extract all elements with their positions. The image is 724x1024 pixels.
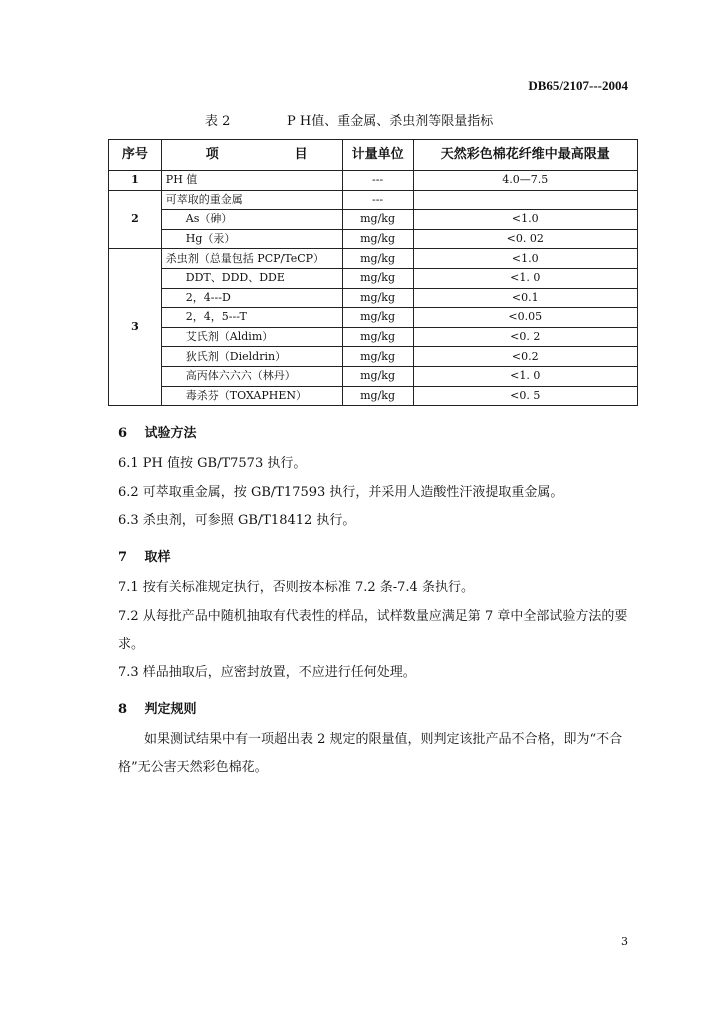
header-limit: 天然彩色棉花纤维中最高限量 bbox=[413, 140, 637, 171]
row-item: As（砷） bbox=[161, 210, 342, 230]
clause-7-3: 7.3 样品抽取后，应密封放置，不应进行任何处理。 bbox=[118, 665, 416, 680]
section-heading-8 bbox=[118, 698, 197, 717]
section-number: 8 bbox=[118, 702, 128, 717]
row-item: Hg（汞） bbox=[161, 229, 342, 249]
row-limit: <0. 5 bbox=[413, 386, 637, 406]
section-title: 判定规则 bbox=[144, 702, 197, 717]
row-seq: 2 bbox=[109, 190, 162, 249]
row-unit: --- bbox=[342, 171, 413, 191]
row-item: 艾氏剂（Aldim） bbox=[161, 327, 342, 347]
section-title: 取样 bbox=[144, 550, 171, 565]
page-number: 3 bbox=[621, 935, 628, 948]
row-seq: 1 bbox=[109, 171, 162, 191]
table-caption-title: P H值、重金属、杀虫剂等限量指标 bbox=[287, 114, 494, 129]
row-limit: 4.0—7.5 bbox=[413, 171, 637, 191]
table-row bbox=[109, 347, 638, 367]
header-item bbox=[161, 140, 342, 171]
row-unit: mg/kg bbox=[342, 386, 413, 406]
row-item: 毒杀芬（TOXAPHEN） bbox=[161, 386, 342, 406]
section-title: 试验方法 bbox=[144, 426, 197, 441]
row-limit: <1.0 bbox=[413, 210, 637, 230]
clause-6-1: 6.1 PH 值按 GB/T7573 执行。 bbox=[118, 456, 307, 471]
row-unit: mg/kg bbox=[342, 308, 413, 328]
row-limit bbox=[413, 190, 637, 210]
row-limit: <0.1 bbox=[413, 288, 637, 308]
table-row bbox=[109, 308, 638, 328]
row-item: DDT、DDD、DDE bbox=[161, 268, 342, 288]
table-row bbox=[109, 366, 638, 386]
table-row bbox=[109, 268, 638, 288]
table-row bbox=[109, 386, 638, 406]
row-limit: <0.05 bbox=[413, 308, 637, 328]
row-unit: mg/kg bbox=[342, 366, 413, 386]
table-caption-number: 表 2 bbox=[205, 114, 231, 129]
row-item: PH 值 bbox=[161, 171, 342, 191]
rule-paragraph: 如果测试结果中有一项超出表 2 规定的限量值，则判定该批产品不合格，即为“不合格”无公害天然彩色棉花。 bbox=[118, 732, 623, 775]
header-unit: 计量单位 bbox=[342, 140, 413, 171]
clause-7-1: 7.1 按有关标准规定执行，否则按本标准 7.2 条-7.4 条执行。 bbox=[118, 580, 474, 595]
row-limit: <1. 0 bbox=[413, 366, 637, 386]
row-unit: mg/kg bbox=[342, 249, 413, 269]
table-row bbox=[109, 171, 638, 191]
section-heading-6 bbox=[118, 422, 197, 441]
table-row bbox=[109, 229, 638, 249]
table-row bbox=[109, 190, 638, 210]
table-row bbox=[109, 210, 638, 230]
clause-6-2: 6.2 可萃取重金属，按 GB/T17593 执行，并采用人造酸性汗液提取重金属。 bbox=[118, 485, 564, 500]
table-header-row bbox=[109, 140, 638, 171]
row-unit: --- bbox=[342, 190, 413, 210]
row-item: 2，4---D bbox=[161, 288, 342, 308]
header-item-char-2: 目 bbox=[294, 147, 308, 162]
row-limit: <0. 2 bbox=[413, 327, 637, 347]
clause-7-2: 7.2 从每批产品中随机抽取有代表性的样品，试样数量应满足第 7 章中全部试验方法的要求。 bbox=[118, 609, 628, 652]
row-seq: 3 bbox=[109, 249, 162, 406]
section-heading-7 bbox=[118, 546, 171, 565]
row-unit: mg/kg bbox=[342, 288, 413, 308]
document-code: DB65/2107---2004 bbox=[528, 78, 628, 93]
row-limit: <0.2 bbox=[413, 347, 637, 367]
row-limit: <1. 0 bbox=[413, 268, 637, 288]
row-unit: mg/kg bbox=[342, 268, 413, 288]
row-item: 2，4，5---T bbox=[161, 308, 342, 328]
row-item: 狄氏剂（Dieldrin） bbox=[161, 347, 342, 367]
row-unit: mg/kg bbox=[342, 347, 413, 367]
row-unit: mg/kg bbox=[342, 229, 413, 249]
row-item: 高丙体六六六（林丹） bbox=[161, 366, 342, 386]
section-number: 7 bbox=[118, 550, 128, 565]
table-caption bbox=[205, 110, 493, 129]
row-limit: <1.0 bbox=[413, 249, 637, 269]
row-unit: mg/kg bbox=[342, 210, 413, 230]
section-number: 6 bbox=[118, 426, 128, 441]
header-item-char-1: 项 bbox=[205, 147, 219, 162]
table-row bbox=[109, 249, 638, 269]
row-item: 杀虫剂（总量包括 PCP/TeCP） bbox=[161, 249, 342, 269]
row-limit: <0. 02 bbox=[413, 229, 637, 249]
row-item: 可萃取的重金属 bbox=[161, 190, 342, 210]
header-seq: 序号 bbox=[109, 140, 162, 171]
row-unit: mg/kg bbox=[342, 327, 413, 347]
table-row bbox=[109, 327, 638, 347]
limits-table bbox=[108, 139, 638, 406]
clause-6-3: 6.3 杀虫剂，可参照 GB/T18412 执行。 bbox=[118, 513, 356, 528]
table-row bbox=[109, 288, 638, 308]
